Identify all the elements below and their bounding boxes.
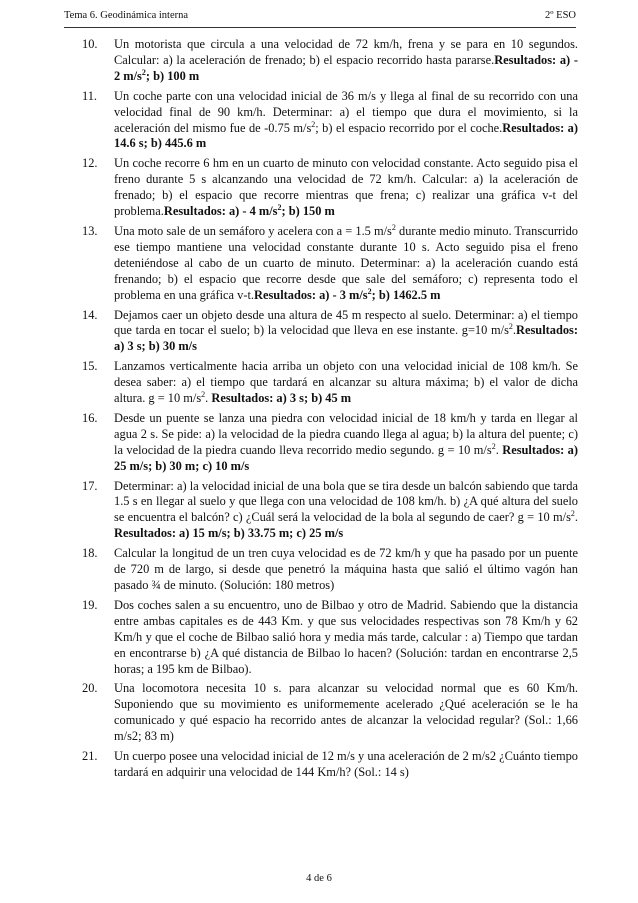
superscript: 2 xyxy=(311,119,316,129)
problem-number: 11. xyxy=(82,88,98,103)
problem-statement: Lanzamos verticalmente hacia arriba un objeto con una velocidad inicial de 108 km/h. Se desea saber: a) el tiempo que tardará en alcanzar su altura máxima; b) el valor de dicha altura. g = 10 m/s xyxy=(114,359,578,406)
header-topic: Tema 6. Geodinámica interna xyxy=(64,10,189,21)
page-number: 4 de 6 xyxy=(306,873,332,884)
problem-number: 17. xyxy=(82,478,98,493)
superscript: 2 xyxy=(508,322,513,332)
problem-number: 13. xyxy=(82,223,98,238)
problem-item xyxy=(82,37,578,85)
problem-number: 18. xyxy=(82,546,98,561)
problem-statement-cont: . xyxy=(495,442,503,457)
problem-statement-cont: . xyxy=(205,391,212,406)
problem-results-cont: ; b) 1462.5 m xyxy=(371,287,441,302)
problem-statement-cont: . xyxy=(574,510,578,525)
problem-number: 10. xyxy=(82,37,98,51)
superscript: 2 xyxy=(141,67,146,77)
problem-results: Resultados: a) 14.6 s; b) 445.6 m xyxy=(114,120,578,151)
problem-number: 14. xyxy=(82,307,98,322)
problem-results: Resultados: a) 3 s; b) 45 m xyxy=(211,391,352,406)
header-grade: 2º ESO xyxy=(545,10,576,21)
superscript: 2 xyxy=(367,286,372,296)
problem-item xyxy=(82,411,578,475)
problem-results-cont: ; b) 150 m xyxy=(281,204,335,219)
problem-number: 21. xyxy=(82,749,98,764)
problem-item xyxy=(82,89,578,153)
problem-statement: Dejamos caer un objeto desde una altura de 45 m respecto al suelo. Determinar: a) el tiempo que tarda en tocar el suelo; b) la velocidad que lleva en ese instante. g=10 m/s xyxy=(114,307,578,338)
problem-item xyxy=(82,156,578,220)
problem-item xyxy=(82,479,578,543)
problem-statement: Desde un puente se lanza una piedra con velocidad inicial de 18 km/h y tarda en llegar al agua 2 s. Se pide: a) la velocidad de la piedra cuando llega al agua; b) la altura del puente; c) la velocidad de la piedra cuando lleva recorrido medio segundo. g = 10 m/s xyxy=(114,410,578,457)
header-divider xyxy=(64,27,576,28)
problem-statement: Un coche recorre 6 hm en un cuarto de minuto con velocidad constante. Acto seguido pisa el freno durante 5 s alcanzando una velocidad de 72 km/h. Calcular: a) la aceleración de frenado; b) el espacio que recorre mientras que frena; c) realizar una gráfica v-t del problema. xyxy=(114,156,578,219)
problem-results: Resultados: a) - 2 m/s xyxy=(114,52,578,83)
problem-item xyxy=(82,359,578,407)
problem-statement: Determinar: a) la velocidad inicial de una bola que se tira desde un balcón sabiendo que tarda 1.5 s en llegar al suelo y que llega con una velocidad de 108 km/h. b) ¿A qué altura del suelo se encuentra el balcón? c) ¿Cuál será la velocidad de la bola al segundo de caer? g = 10 m/s xyxy=(114,478,578,525)
problem-list xyxy=(82,37,578,785)
problem-number: 19. xyxy=(82,597,98,612)
problem-number: 12. xyxy=(82,156,98,171)
superscript: 2 xyxy=(391,222,396,232)
superscript: 2 xyxy=(201,389,206,399)
superscript: 2 xyxy=(277,202,282,212)
superscript: 2 xyxy=(570,509,575,519)
problem-results: Resultados: a) - 3 m/s xyxy=(254,287,368,302)
problem-statement: Un cuerpo posee una velocidad inicial de 12 m/s y una aceleración de 2 m/s2 ¿Cuánto tiempo tardará en adquirir una velocidad de 144 Km/h? (Sol.: 14 s) xyxy=(114,749,578,779)
problem-results: Resultados: a) 15 m/s; b) 33.75 m; c) 25 m/s xyxy=(114,526,344,541)
problem-statement: Una moto sale de un semáforo y acelera con a = 1.5 m/s xyxy=(114,223,392,238)
problem-statement: Un motorista que circula a una velocidad de 72 km/h, frena y se para en 10 segundos. Calcular: a) la aceleración de frenado; b) el espacio recorrido hasta pararse. xyxy=(114,37,578,67)
problem-statement-cont: ; b) el espacio recorrido por el coche. xyxy=(315,120,503,135)
problem-number: 20. xyxy=(82,681,98,696)
problem-statement: Un coche parte con una velocidad inicial de 36 m/s y llega al final de su recorrido con una velocidad final de 90 km/h. Determinar: a) el tiempo que dura el movimiento, si la aceleración del mismo fue de -0.75 m/s xyxy=(114,88,578,135)
superscript: 2 xyxy=(491,441,496,451)
problem-item xyxy=(82,598,578,678)
problem-item xyxy=(82,681,578,745)
problem-results: Resultados: a) 3 s; b) 30 m/s xyxy=(114,323,578,354)
problem-number: 16. xyxy=(82,410,98,425)
problem-item xyxy=(82,224,578,304)
problem-results: Resultados: a) - 4 m/s xyxy=(163,204,278,219)
problem-statement-cont: . xyxy=(512,323,517,338)
problem-statement-cont: durante medio minuto. Transcurrido ese tiempo mantiene una velocidad constante durante 10 s. Acto seguido pisa el freno deteniéndose al cabo de un cuarto de minuto. Determinar: a) la aceleración cuando está frenando; b) el espacio que recorre desde que sale del semáforo; c) representa todo el problema en una gráfica v-t. xyxy=(114,223,578,302)
problem-number: 15. xyxy=(82,359,98,374)
problem-item xyxy=(82,308,578,356)
problem-statement: Calcular la longitud de un tren cuya velocidad es de 72 km/h y que ha pasado por un puente de 720 m de largo, si desde que penetró la máquina hasta que salió el último vagón han pasado ¾ de minuto. (Solución: 180 metros) xyxy=(114,546,578,592)
problem-statement: Una locomotora necesita 10 s. para alcanzar su velocidad normal que es 60 Km/h. Suponiendo que su movimiento es uniformemente acelerado ¿Qué aceleración se le ha comunicado y qué espacio ha recorrido antes de alcanzar la velocidad regular? (Sol.: 1,66 m/s2; 83 m) xyxy=(114,681,578,744)
problem-results: Resultados: a) 25 m/s; b) 30 m; c) 10 m/s xyxy=(114,442,578,473)
problem-item xyxy=(82,546,578,594)
problem-results-cont: ; b) 100 m xyxy=(145,68,200,83)
problem-statement: Dos coches salen a su encuentro, uno de Bilbao y otro de Madrid. Sabiendo que la distancia entre ambas capitales es de 443 Km. y que sus velocidades respectivas son 78 Km/h y 62 Km/h y que el coche de Bilbao salió hora y media más tarde, calcular : a) Tiempo que tardan en encontrarse b) ¿A qué distancia de Bilbao lo hacen? (Solución: tardan en encontrarse 2,5 horas; a 195 km de Bilbao). xyxy=(114,597,578,676)
problem-item xyxy=(82,749,578,781)
page-header xyxy=(64,10,576,28)
